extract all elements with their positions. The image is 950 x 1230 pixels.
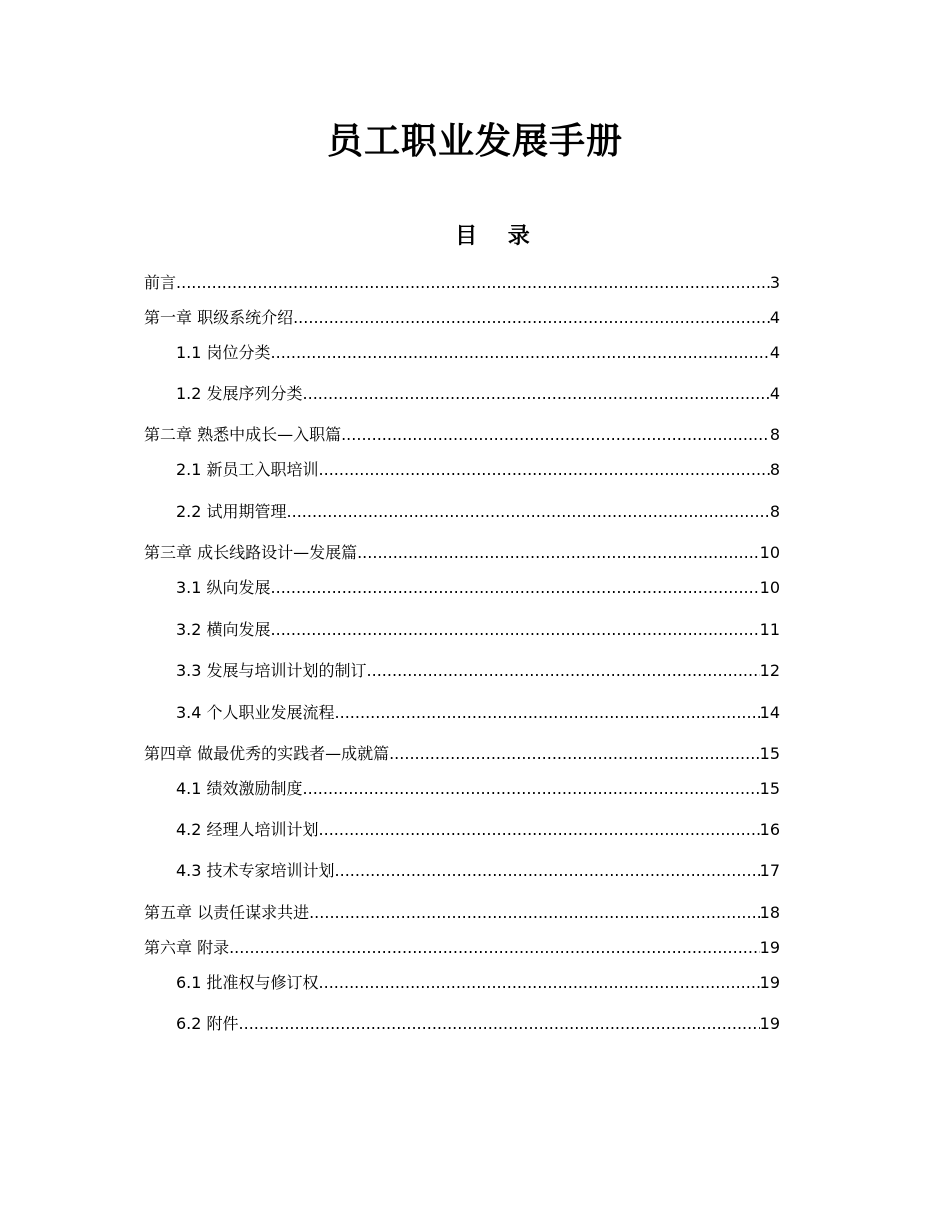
toc-leader-dots	[319, 972, 760, 994]
toc-entry-label: 1.1 岗位分类	[176, 343, 271, 362]
toc-leader-dots	[303, 778, 760, 800]
toc-entry-section-3-4[interactable]	[176, 700, 780, 724]
toc-entry-page: 3	[769, 273, 780, 292]
toc-entry-page: 8	[769, 502, 780, 521]
toc-entry-page: 8	[769, 460, 780, 479]
toc-entry-page: 10	[759, 578, 780, 597]
toc-entry-page: 14	[759, 703, 780, 722]
toc-entry-page: 16	[759, 820, 780, 839]
toc-leader-dots	[319, 819, 760, 841]
toc-entry-section-4-2[interactable]	[176, 817, 780, 841]
toc-entry-chapter-2[interactable]	[144, 422, 780, 446]
toc-entry-label: 3.4 个人职业发展流程	[176, 703, 335, 722]
toc-entry-preface[interactable]	[144, 270, 780, 294]
document-title: 员工职业发展手册	[326, 121, 623, 162]
toc-entry-page: 17	[759, 861, 780, 880]
toc-entry-label: 第二章 熟悉中成长—入职篇	[144, 425, 342, 444]
toc-entry-label: 4.1 绩效激励制度	[176, 779, 303, 798]
toc-leader-dots	[367, 660, 760, 682]
toc-leader-dots	[271, 619, 760, 641]
toc-leader-dots	[309, 902, 760, 924]
toc-entry-chapter-5[interactable]	[144, 900, 780, 924]
toc-leader-dots	[287, 501, 770, 523]
toc-entry-section-3-2[interactable]	[176, 617, 780, 641]
toc-entry-label: 前言	[144, 273, 177, 292]
toc-entry-label: 4.3 技术专家培训计划	[176, 861, 335, 880]
toc-leader-dots	[293, 307, 770, 329]
toc-entry-page: 18	[759, 903, 780, 922]
toc-entry-page: 12	[759, 661, 780, 680]
toc-entry-label: 第五章 以责任谋求共进	[144, 903, 310, 922]
toc-entry-chapter-1[interactable]	[144, 305, 780, 329]
toc-entry-section-2-1[interactable]	[176, 457, 780, 481]
toc-entry-label: 3.1 纵向发展	[176, 578, 271, 597]
toc-entry-chapter-6[interactable]	[144, 935, 780, 959]
toc-entry-page: 11	[759, 620, 780, 639]
toc-entry-label: 第六章 附录	[144, 938, 230, 957]
toc-entry-page: 8	[769, 425, 780, 444]
toc-entry-label: 第一章 职级系统介绍	[144, 308, 294, 327]
toc-entry-section-3-1[interactable]	[176, 575, 780, 599]
toc-entry-label: 6.1 批准权与修订权	[176, 973, 319, 992]
toc-entry-label: 3.2 横向发展	[176, 620, 271, 639]
toc-entry-label: 第四章 做最优秀的实践者—成就篇	[144, 744, 390, 763]
toc-heading: 目 录	[455, 224, 530, 249]
toc-entry-label: 6.2 附件	[176, 1014, 239, 1033]
toc-leader-dots	[303, 383, 770, 405]
toc-leader-dots	[341, 424, 770, 446]
toc-entry-section-4-3[interactable]	[176, 858, 780, 882]
toc-entry-page: 4	[769, 384, 780, 403]
toc-entry-page: 19	[759, 938, 780, 957]
toc-entry-page: 19	[759, 973, 780, 992]
toc-entry-page: 15	[759, 744, 780, 763]
toc-entry-chapter-3[interactable]	[144, 540, 780, 564]
toc-entry-page: 15	[759, 779, 780, 798]
toc-entry-section-6-1[interactable]	[176, 970, 780, 994]
toc-leader-dots	[335, 860, 760, 882]
toc-leader-dots	[389, 743, 760, 765]
toc-leader-dots	[319, 459, 770, 481]
toc-entry-page: 10	[759, 543, 780, 562]
toc-entry-section-6-2[interactable]	[176, 1011, 780, 1035]
toc-entry-label: 2.1 新员工入职培训	[176, 460, 319, 479]
toc-leader-dots	[335, 702, 760, 724]
toc-entry-section-1-1[interactable]	[176, 340, 780, 364]
toc-entry-label: 第三章 成长线路设计—发展篇	[144, 543, 358, 562]
toc-leader-dots	[357, 542, 760, 564]
toc-leader-dots	[271, 342, 770, 364]
toc-entry-label: 1.2 发展序列分类	[176, 384, 303, 403]
toc-entry-section-2-2[interactable]	[176, 499, 780, 523]
toc-leader-dots	[239, 1013, 760, 1035]
toc-entry-section-3-3[interactable]	[176, 658, 780, 682]
toc-entry-section-4-1[interactable]	[176, 776, 780, 800]
toc-leader-dots	[176, 272, 770, 294]
toc-entry-label: 2.2 试用期管理	[176, 502, 287, 521]
toc-entry-section-1-2[interactable]	[176, 381, 780, 405]
toc-entry-page: 4	[769, 308, 780, 327]
toc-entry-page: 4	[769, 343, 780, 362]
toc-entry-page: 19	[759, 1014, 780, 1033]
toc-entry-chapter-4[interactable]	[144, 741, 780, 765]
toc-leader-dots	[229, 937, 760, 959]
toc-entry-label: 3.3 发展与培训计划的制订	[176, 661, 367, 680]
toc-leader-dots	[271, 577, 760, 599]
toc-entry-label: 4.2 经理人培训计划	[176, 820, 319, 839]
